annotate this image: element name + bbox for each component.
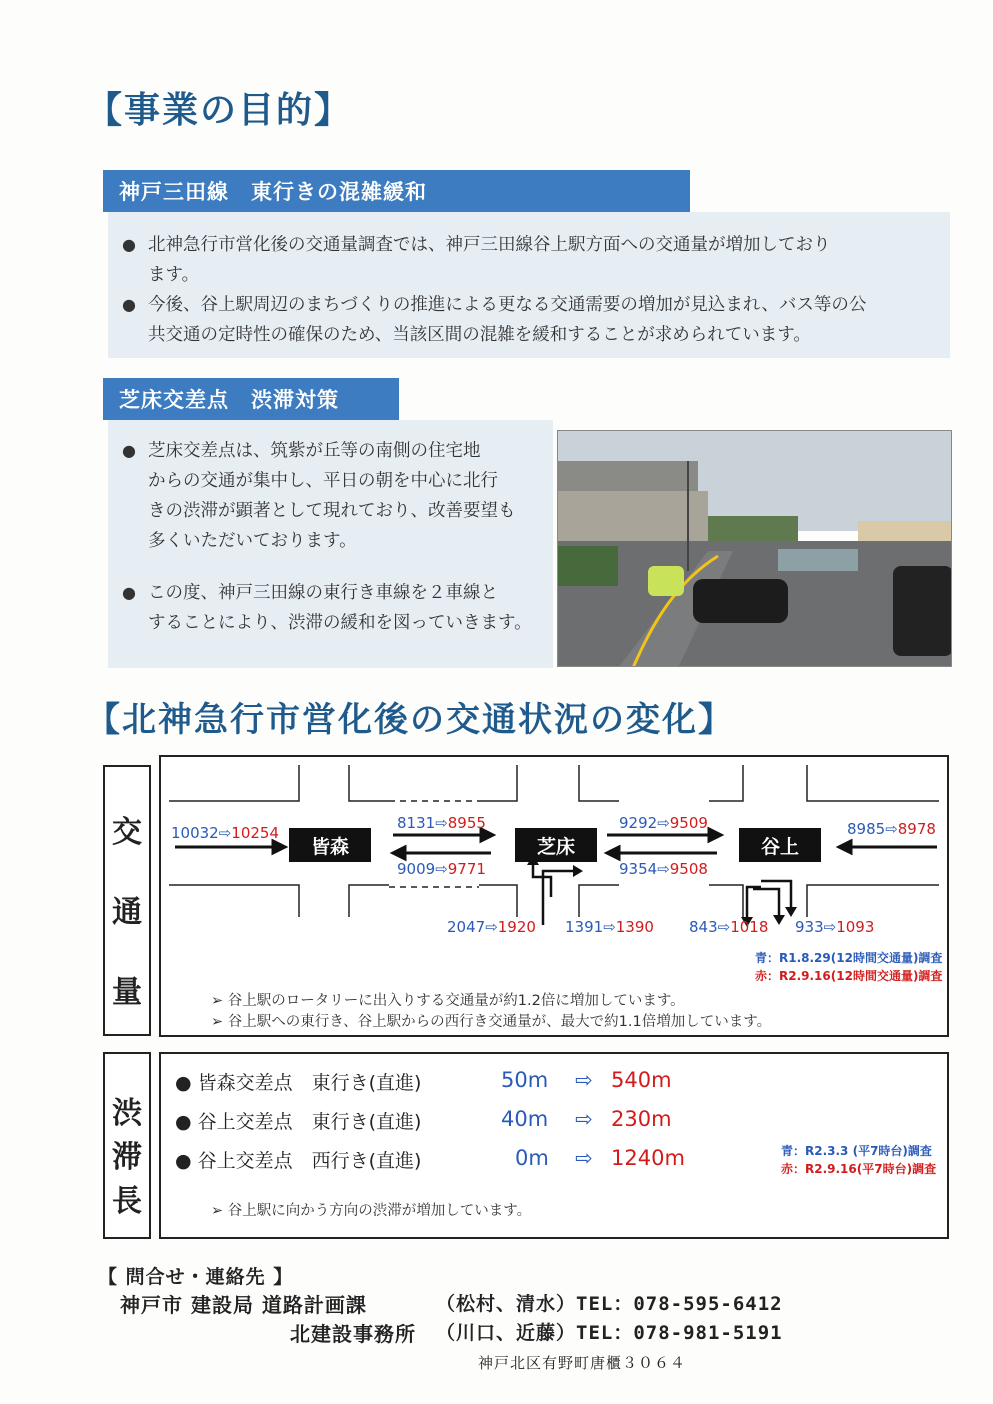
note-marker-icon: ➢ — [211, 1203, 228, 1219]
jam-label-char: 長 — [112, 1184, 142, 1219]
section1-title: 神戸三田線 東行きの混雑緩和 — [103, 170, 690, 212]
bullet-icon: ● — [122, 583, 136, 602]
jam-label-box — [103, 1052, 151, 1239]
bullet-icon: ● — [175, 1072, 198, 1094]
value-shiba-left: 2047⇨1920 — [447, 918, 536, 936]
traffic-label-char: 量 — [112, 975, 142, 1010]
contact-address: 神戸北区有野町唐櫃３０６４ — [478, 1354, 687, 1372]
bullet-item — [122, 290, 942, 350]
jam-note: ➢ 谷上駅に向かう方向の渋滞が増加しています。 — [211, 1203, 532, 1219]
bullet-line: きの渋滞が顕著として現れており、改善要望も — [148, 501, 516, 521]
bullet-line: ます。 — [148, 265, 200, 285]
bullet-line: 今後、谷上駅周辺のまちづくりの推進による更なる交通需要の増加が見込まれ、バス等の公 — [148, 295, 867, 315]
traffic-legend-red: 赤：R2.9.16(12時間交通量)調査 — [755, 969, 943, 983]
bullet-line: この度、神戸三田線の東行き車線を２車線と — [148, 583, 498, 603]
contact-phone-2: （川口、近藤）TEL：078-981-5191 — [436, 1322, 783, 1344]
bullet-item — [122, 578, 547, 638]
jam-legend-red: 赤：R2.9.16(平7時台)調査 — [781, 1162, 937, 1176]
intersection-shibatoko: 芝床 — [515, 828, 597, 862]
jam-arrow-icon: ⇨ — [575, 1107, 593, 1131]
jam-arrow-icon: ⇨ — [575, 1068, 593, 1092]
jam-before: 40m — [501, 1107, 549, 1131]
value-mid2-top: 9292⇨9509 — [619, 814, 708, 832]
jam-after: 230m — [611, 1107, 672, 1131]
jam-after: 540m — [611, 1068, 672, 1092]
purpose-heading: 【事業の目的】 — [86, 90, 353, 131]
section1-panel — [108, 212, 950, 358]
traffic-note: ➢ 谷上駅のロータリーに出入りする交通量が約1.2倍に増加しています。 — [211, 993, 685, 1009]
changes-heading: 【北神急行市営化後の交通状況の変化】 — [86, 700, 734, 740]
bullet-icon: ● — [175, 1150, 198, 1172]
bullet-line: することにより、渋滞の緩和を図っていきます。 — [148, 613, 532, 633]
traffic-diagram — [159, 755, 949, 1037]
jam-row: ● 谷上交差点 東行き(直進) — [175, 1111, 422, 1133]
jam-label-char: 渋 — [112, 1096, 142, 1131]
value-tani-right: 933⇨1093 — [795, 918, 875, 936]
bullet-line: 芝床交差点は、筑紫が丘等の南側の住宅地 — [148, 441, 481, 461]
contact-org-2: 北建設事務所 — [290, 1322, 416, 1346]
contact-org-1: 神戸市 建設局 道路計画課 — [120, 1293, 367, 1317]
intersection-minamori: 皆森 — [289, 828, 371, 862]
jam-label-char: 滞 — [112, 1140, 142, 1175]
bullet-icon: ● — [122, 235, 136, 254]
section2-title: 芝床交差点 渋滞対策 — [103, 378, 399, 420]
contact-phone-1: （松村、清水）TEL：078-595-6412 — [436, 1293, 783, 1315]
section2-panel — [108, 420, 553, 668]
bullet-icon: ● — [122, 295, 136, 314]
bullet-icon: ● — [175, 1111, 198, 1133]
note-marker-icon: ➢ — [211, 1014, 228, 1030]
traffic-legend-blue: 青：R1.8.29(12時間交通量)調査 — [755, 951, 943, 965]
bullet-line: 多くいただいております。 — [148, 531, 357, 551]
value-mid2-bottom: 9354⇨9508 — [619, 860, 708, 878]
road-scene-image — [558, 431, 952, 667]
value-west-in: 10032⇨10254 — [171, 824, 280, 842]
jam-row: ● 谷上交差点 西行き(直進) — [175, 1150, 422, 1172]
intersection-tanigami: 谷上 — [739, 828, 821, 862]
bullet-line: からの交通が集中し、平日の朝を中心に北行 — [148, 471, 498, 491]
intersection-photo — [557, 430, 952, 667]
jam-arrow-icon: ⇨ — [575, 1146, 593, 1170]
jam-before: 0m — [515, 1146, 549, 1170]
bullet-item — [122, 230, 942, 290]
traffic-label-box — [103, 765, 151, 1036]
value-shiba-right: 1391⇨1390 — [565, 918, 654, 936]
jam-before: 50m — [501, 1068, 549, 1092]
bullet-line: 共交通の定時性の確保のため、当該区間の混雑を緩和することが求められています。 — [148, 325, 811, 345]
section2-bullets — [122, 436, 547, 638]
jam-row: ● 皆森交差点 東行き(直進) — [175, 1072, 422, 1094]
traffic-note: ➢ 谷上駅への東行き、谷上駅からの西行き交通量が、最大で約1.1倍増加しています。 — [211, 1014, 772, 1030]
value-mid1-top: 8131⇨8955 — [397, 814, 486, 832]
value-east-in: 8985⇨8978 — [847, 820, 936, 838]
traffic-label-char: 交 — [112, 815, 142, 850]
traffic-label-char: 通 — [112, 895, 142, 930]
note-marker-icon: ➢ — [211, 993, 228, 1009]
bullet-line: 北神急行市営化後の交通量調査では、神戸三田線谷上駅方面への交通量が増加しており — [148, 235, 831, 255]
jam-legend-blue: 青：R2.3.3 (平7時台)調査 — [781, 1144, 932, 1158]
value-mid1-bottom: 9009⇨9771 — [397, 860, 486, 878]
bullet-icon: ● — [122, 441, 136, 460]
section1-bullets — [122, 230, 942, 350]
jam-panel — [159, 1052, 949, 1239]
contact-heading: 【 問合せ・連絡先 】 — [98, 1266, 294, 1288]
jam-after: 1240m — [611, 1146, 685, 1170]
value-tani-left: 843⇨1018 — [689, 918, 769, 936]
bullet-item — [122, 436, 547, 556]
